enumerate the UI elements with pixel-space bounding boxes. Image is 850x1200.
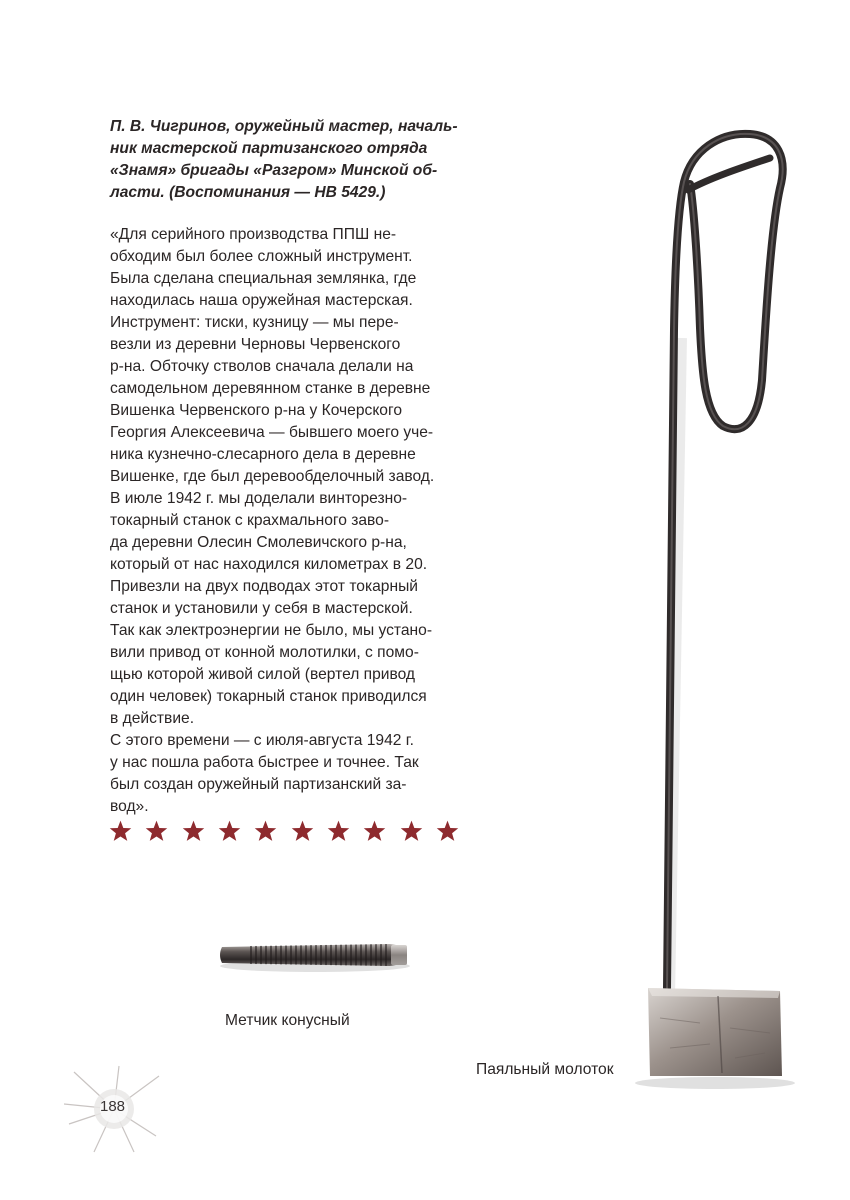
quote-line: везли из деревни Черновы Червенского bbox=[110, 336, 401, 353]
star-icon bbox=[181, 819, 206, 844]
quote-line: токарный станок с крахмального заво- bbox=[110, 512, 390, 529]
quote-line: вод». bbox=[110, 798, 149, 815]
star-icon bbox=[326, 819, 351, 844]
quote-line: Привезли на двух подводах этот токарный bbox=[110, 578, 419, 595]
attribution-line: П. В. Чигринов, оружейный мастер, началь- bbox=[110, 118, 458, 135]
tap-caption: Метчик конусный bbox=[225, 1012, 350, 1029]
quote-line: С этого времени — с июля-августа 1942 г. bbox=[110, 732, 414, 749]
quote-line: «Для серийного производства ППШ не- bbox=[110, 226, 397, 243]
quote-line: Вишенка Червенского р-на у Кочерского bbox=[110, 402, 403, 419]
quote-line: да деревни Олесин Смолевичского р-на, bbox=[110, 534, 407, 551]
attribution-line: ник мастерской партизанского отряда bbox=[110, 140, 428, 157]
quote-line: Инструмент: тиски, кузницу — мы пере- bbox=[110, 314, 399, 331]
quote-line: ника кузнечно-слесарного дела в деревне bbox=[110, 446, 416, 463]
quote-line: р-на. Обточку стволов сначала делали на bbox=[110, 358, 414, 375]
star-icon bbox=[217, 819, 242, 844]
star-icon bbox=[435, 819, 460, 844]
star-icon bbox=[253, 819, 278, 844]
hammer-caption: Паяльный молоток bbox=[476, 1061, 614, 1078]
quote-line: щью которой живой силой (вертел привод bbox=[110, 666, 416, 683]
quote-line: один человек) токарный станок приводился bbox=[110, 688, 427, 705]
quote-line: Георгия Алексеевича — бывшего моего уче- bbox=[110, 424, 434, 441]
tap-photo bbox=[210, 930, 415, 980]
star-icon bbox=[290, 819, 315, 844]
attribution-line: «Знамя» бригады «Разгром» Минской об- bbox=[110, 162, 438, 179]
star-icon bbox=[144, 819, 169, 844]
star-icon bbox=[108, 819, 133, 844]
quote-line: Так как электроэнергии не было, мы устано- bbox=[110, 622, 433, 639]
quote-line: Вишенке, где был деревообделочный завод. bbox=[110, 468, 435, 485]
attribution bbox=[110, 116, 470, 204]
soldering-hammer-photo bbox=[630, 118, 805, 1090]
quote-line: станок и установили у себя в мастерской. bbox=[110, 600, 413, 617]
quote-line: был создан оружейный партизанский за- bbox=[110, 776, 407, 793]
quote-line: Была сделана специальная землянка, где bbox=[110, 270, 417, 287]
quote-line: в действие. bbox=[110, 710, 195, 727]
quote-line: В июле 1942 г. мы доделали винторезно- bbox=[110, 490, 408, 507]
quote-line: находилась наша оружейная мастерская. bbox=[110, 292, 413, 309]
quote-line: который от нас находился километрах в 20. bbox=[110, 556, 428, 573]
memoir-quote bbox=[110, 224, 470, 818]
quote-line: у нас пошла работа быстрее и точнее. Так bbox=[110, 754, 419, 771]
quote-line: вили привод от конной молотилки, с помо- bbox=[110, 644, 419, 661]
attribution-line: ласти. (Воспоминания — НВ 5429.) bbox=[110, 184, 386, 201]
quote-line: обходим был более сложный инструмент. bbox=[110, 248, 413, 265]
star-icon bbox=[399, 819, 424, 844]
page-number: 188 bbox=[100, 1098, 126, 1115]
star-icon bbox=[362, 819, 387, 844]
star-divider bbox=[108, 816, 460, 846]
quote-line: самодельном деревянном станке в деревне bbox=[110, 380, 431, 397]
